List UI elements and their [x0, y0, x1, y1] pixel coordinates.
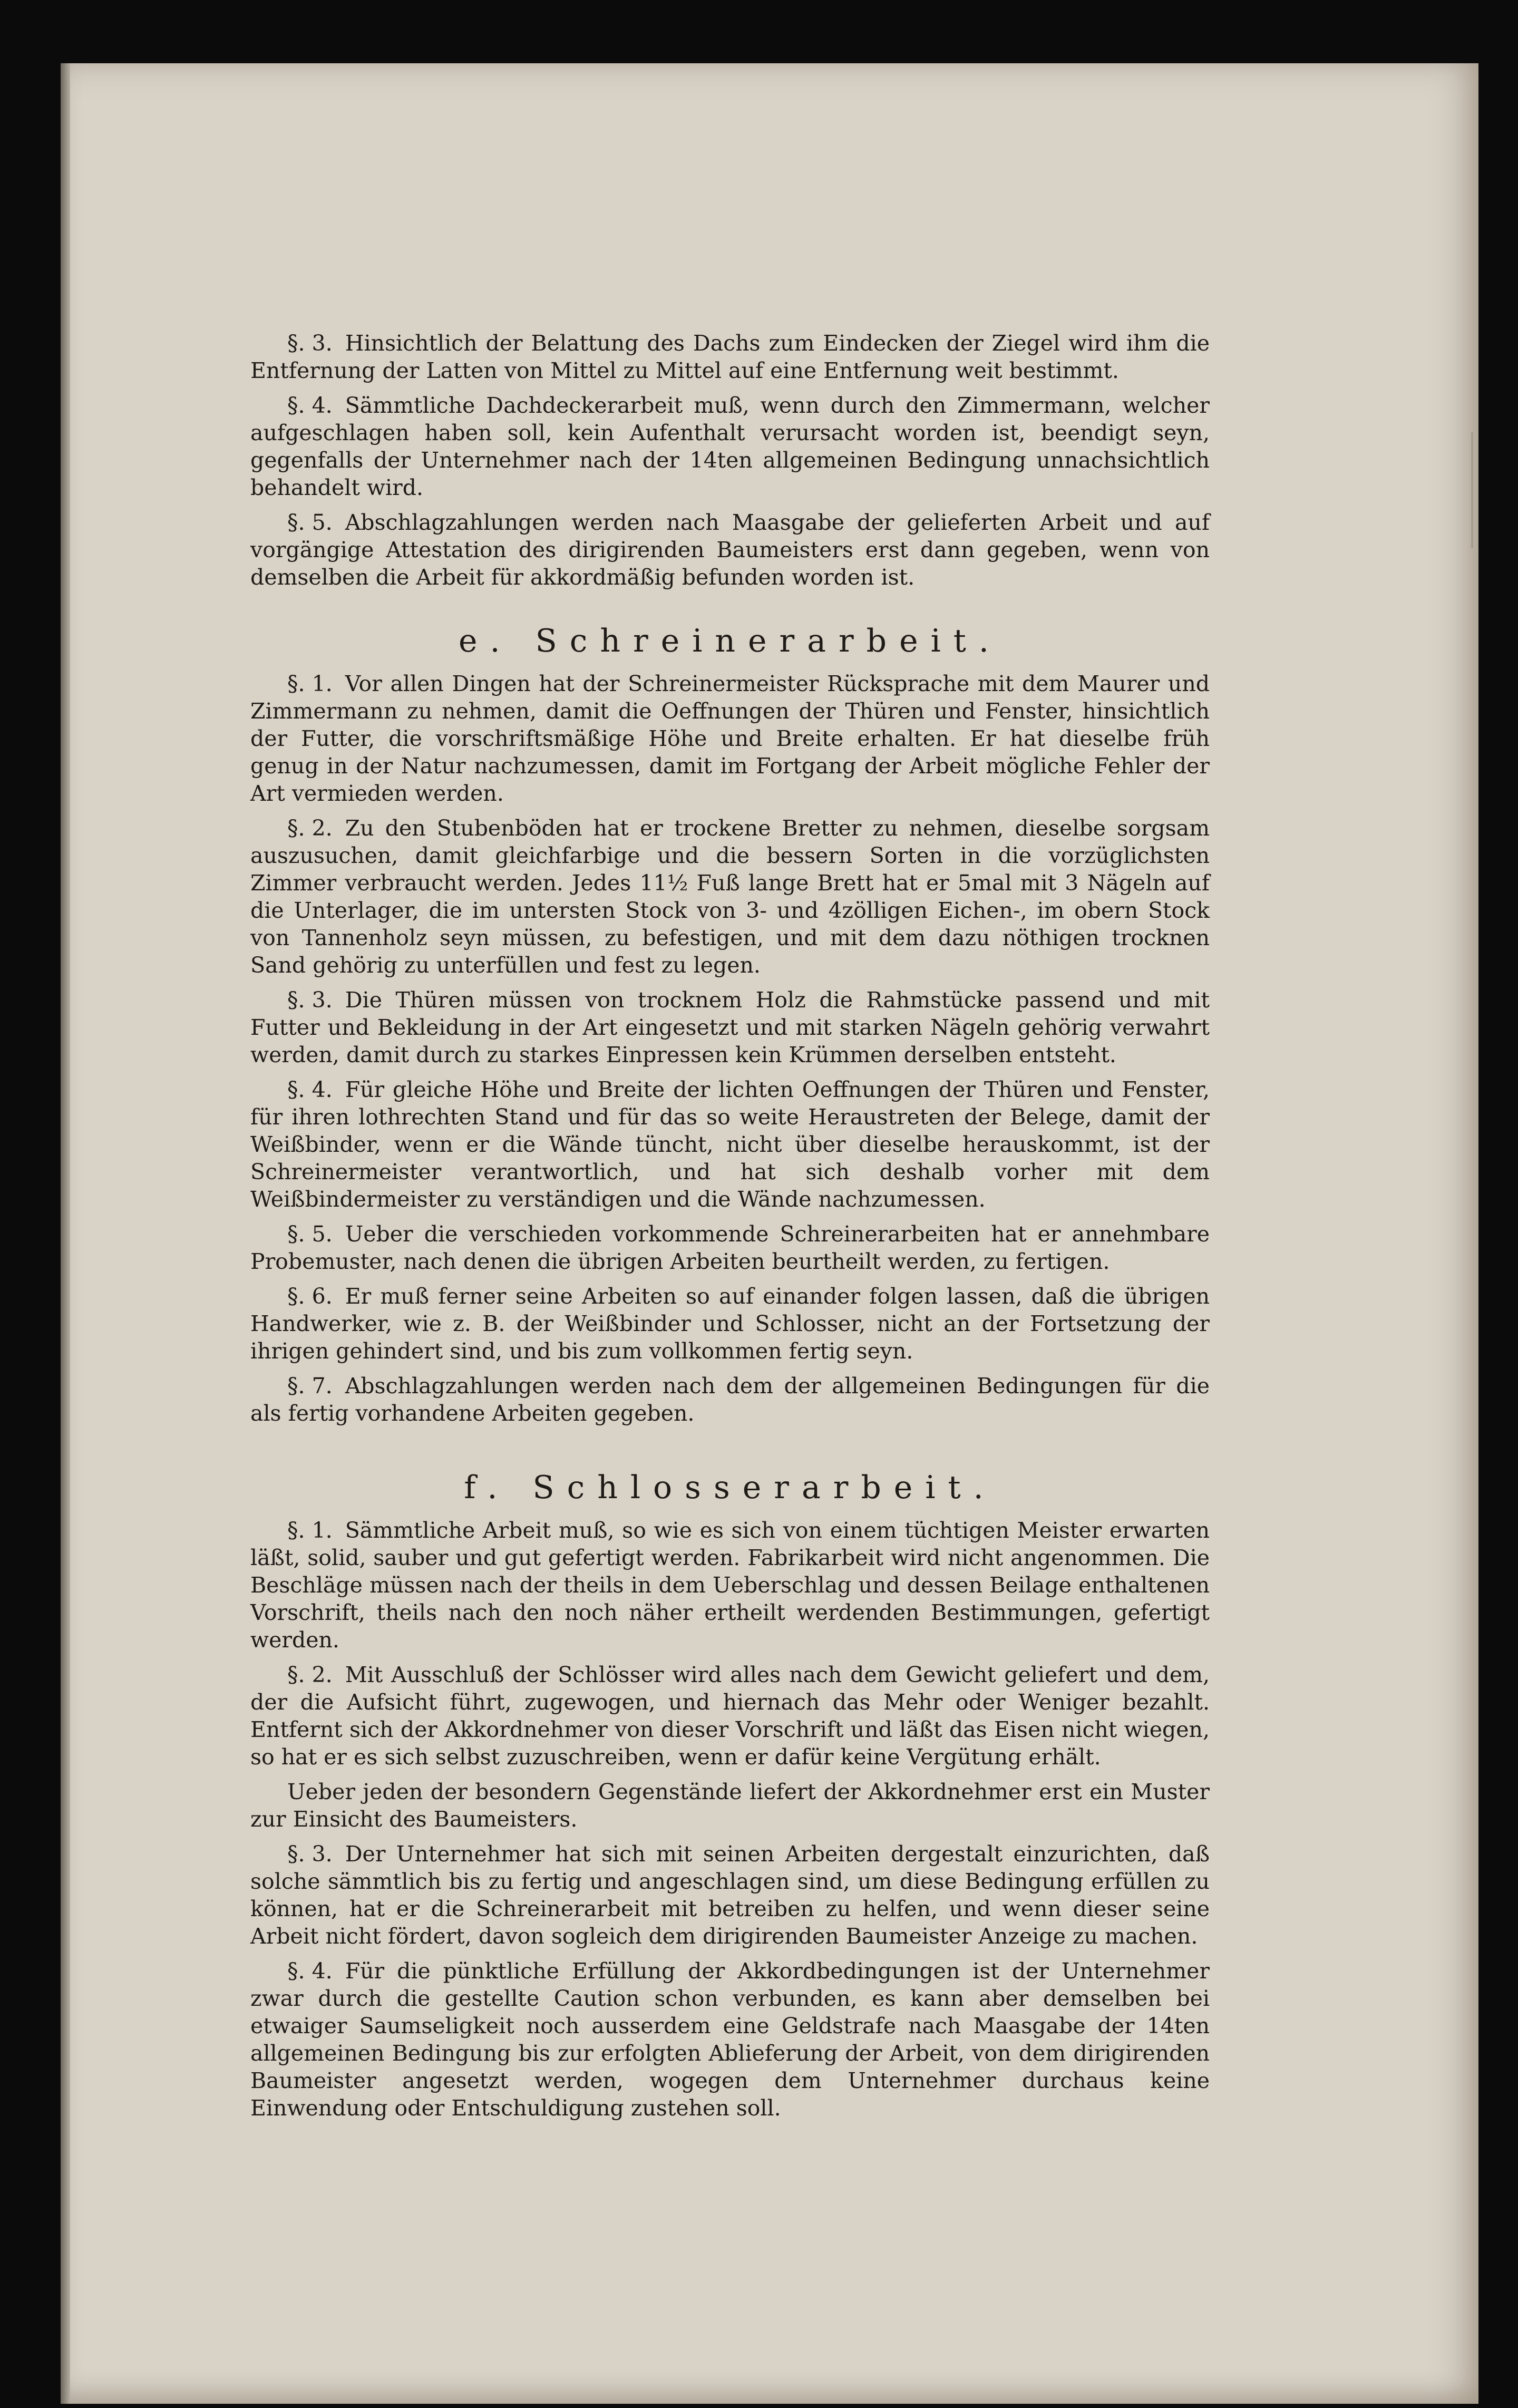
paragraph-text: Der Unternehmer hat sich mit seinen Arbeiten dergestalt einzurichten, daß solche sämmtlich bis zu fertig und angeschlagen sind, um diese Bedingung erfüllen zu können, hat er die Schreinerarbeit mit betreiben zu helfen, und wenn dieser seine Arbeit nicht fördert, davon sogleich dem dirigirenden Baumeister Anzeige zu machen.	[250, 1841, 1210, 1949]
paragraph-text: Er muß ferner seine Arbeiten so auf einander folgen lassen, daß die übrigen Handwerker, wie z. B. der Weißbinder und Schlosser, nicht an der Fortsetzung der ihrigen gehindert sind, und bis zum vollkommen fertig seyn.	[250, 1284, 1210, 1364]
paragraph-e-3	[250, 986, 1210, 1069]
paragraph-text: Abschlagzahlungen werden nach Maasgabe der gelieferten Arbeit und auf vorgängige Attestation des dirigirenden Baumeisters erst dann gegeben, wenn von demselben die Arbeit für akkordmäßig befunden worden ist.	[250, 510, 1210, 590]
paragraph-f-2-note	[250, 1778, 1210, 1833]
paragraph-f-3	[250, 1840, 1210, 1950]
paragraph-e-1	[250, 670, 1210, 807]
section-number: §. 7.	[287, 1373, 333, 1399]
page-binding-edge	[61, 63, 70, 2404]
section-number: §. 4.	[287, 1077, 333, 1102]
section-number: §. 1.	[287, 671, 333, 696]
section-number: §. 3.	[287, 987, 333, 1013]
paragraph-text: Ueber jeden der besondern Gegenstände liefert der Akkordnehmer erst ein Muster zur Einsicht des Baumeisters.	[250, 1779, 1210, 1832]
paragraph-text: Hinsichtlich der Belattung des Dachs zum Eindecken der Ziegel wird ihm die Entfernung der Latten von Mittel zu Mittel auf eine Entfernung weit bestimmt.	[250, 331, 1210, 383]
paragraph-f-1	[250, 1517, 1210, 1654]
paragraph-d-5	[250, 509, 1210, 591]
paragraph-e-6	[250, 1283, 1210, 1365]
section-number: §. 2.	[287, 1662, 333, 1687]
section-number: §. 5.	[287, 510, 333, 535]
section-number: §. 1.	[287, 1518, 333, 1543]
paragraph-d-3	[250, 329, 1210, 384]
paragraph-text: Die Thüren müssen von trocknem Holz die Rahmstücke passend und mit Futter und Bekleidung in der Art eingesetzt und mit starken Nägeln gehörig verwahrt werden, damit durch zu starkes Einpressen kein Krümmen derselben entsteht.	[250, 987, 1210, 1067]
section-number: §. 5.	[287, 1221, 333, 1247]
section-number: §. 3.	[287, 1841, 333, 1867]
section-heading-schlosserarbeit: f. Schlosserarbeit.	[464, 1469, 996, 1506]
paragraph-e-5	[250, 1220, 1210, 1275]
paragraph-e-2	[250, 814, 1210, 979]
section-number: §. 6.	[287, 1284, 333, 1309]
section-heading-schreinerarbeit: e. Schreinerarbeit.	[459, 623, 1001, 659]
paragraph-e-7	[250, 1372, 1210, 1427]
paragraph-d-4	[250, 392, 1210, 501]
paragraph-text: Mit Ausschluß der Schlösser wird alles nach dem Gewicht geliefert und dem, der die Aufsicht führt, zugewogen, und hiernach das Mehr oder Weniger bezahlt. Entfernt sich der Akkordnehmer von dieser Vorschrift und läßt das Eisen nicht wiegen, so hat er es sich selbst zuzuschreiben, wenn er dafür keine Vergütung erhält.	[250, 1662, 1210, 1770]
section-number: §. 2.	[287, 815, 333, 841]
paragraph-text: Zu den Stubenböden hat er trockene Bretter zu nehmen, dieselbe sorgsam auszusuchen, damit gleichfarbige und die bessern Sorten in die vorzüglichsten Zimmer verbraucht werden. Jedes 11½ Fuß lange Brett hat er 5mal mit 3 Nägeln auf die Unterlager, die im untersten Stock von 3- und 4zölligen Eichen-, im obern Stock von Tannenholz seyn müssen, zu befestigen, und mit dem dazu nöthigen trocknen Sand gehörig zu unterfüllen und fest zu legen.	[250, 815, 1210, 978]
paragraph-text: Sämmtliche Arbeit muß, so wie es sich von einem tüchtigen Meister erwarten läßt, solid, sauber und gut gefertigt werden. Fabrikarbeit wird nicht angenommen. Die Beschläge müssen nach der theils in dem Ueberschlag und dessen Beilage enthaltenen Vorschrift, theils nach den noch näher ertheilt werdenden Bestimmungen, gefertigt werden.	[250, 1518, 1210, 1653]
document-body	[250, 329, 1210, 2129]
paragraph-text: Ueber die verschieden vorkommende Schreinerarbeiten hat er annehmbare Probemuster, nach denen die übrigen Arbeiten beurtheilt werden, zu fertigen.	[250, 1221, 1210, 1274]
section-number: §. 4.	[287, 1958, 333, 1984]
paragraph-f-4	[250, 1957, 1210, 2122]
paragraph-text: Für gleiche Höhe und Breite der lichten Oeffnungen der Thüren und Fenster, für ihren lothrechten Stand und für das so weite Heraustreten der Belege, damit der Weißbinder, wenn er die Wände tüncht, nicht über dieselbe herauskommt, ist der Schreinermeister verantwortlich, und hat sich deshalb vorher mit dem Weißbindermeister zu verständigen und die Wände nachzumessen.	[250, 1077, 1210, 1212]
section-number: §. 3.	[287, 331, 333, 356]
paragraph-f-2	[250, 1661, 1210, 1771]
paragraph-text: Abschlagzahlungen werden nach dem der allgemeinen Bedingungen für die als fertig vorhandene Arbeiten gegeben.	[250, 1373, 1210, 1426]
paragraph-text: Für die pünktliche Erfüllung der Akkordbedingungen ist der Unternehmer zwar durch die gestellte Caution schon verbunden, es kann aber demselben bei etwaiger Saumseligkeit noch ausserdem eine Geldstrafe nach Maasgabe der 14ten allgemeinen Bedingung bis zur erfolgten Ablieferung der Arbeit, von dem dirigirenden Baumeister angesetzt werden, wogegen dem Unternehmer durchaus keine Einwendung oder Entschuldigung zustehen soll.	[250, 1958, 1210, 2121]
paragraph-text: Vor allen Dingen hat der Schreinermeister Rücksprache mit dem Maurer und Zimmermann zu nehmen, damit die Oeffnungen der Thüren und Fenster, hinsichtlich der Futter, die vorschriftsmäßige Höhe und Breite erhalten. Er hat dieselbe früh genug in der Natur nachzumessen, damit im Fortgang der Arbeit mögliche Fehler der Art vermieden werden.	[250, 671, 1210, 806]
paragraph-e-4	[250, 1076, 1210, 1213]
paragraph-text: Sämmtliche Dachdeckerarbeit muß, wenn durch den Zimmermann, welcher aufgeschlagen haben soll, kein Aufenthalt verursacht worden ist, beendigt seyn, gegenfalls der Unternehmer nach der 14ten allgemeinen Bedingung unnachsichtlich behandelt wird.	[250, 393, 1210, 500]
section-number: §. 4.	[287, 393, 333, 418]
page-fold-mark	[1471, 432, 1473, 548]
